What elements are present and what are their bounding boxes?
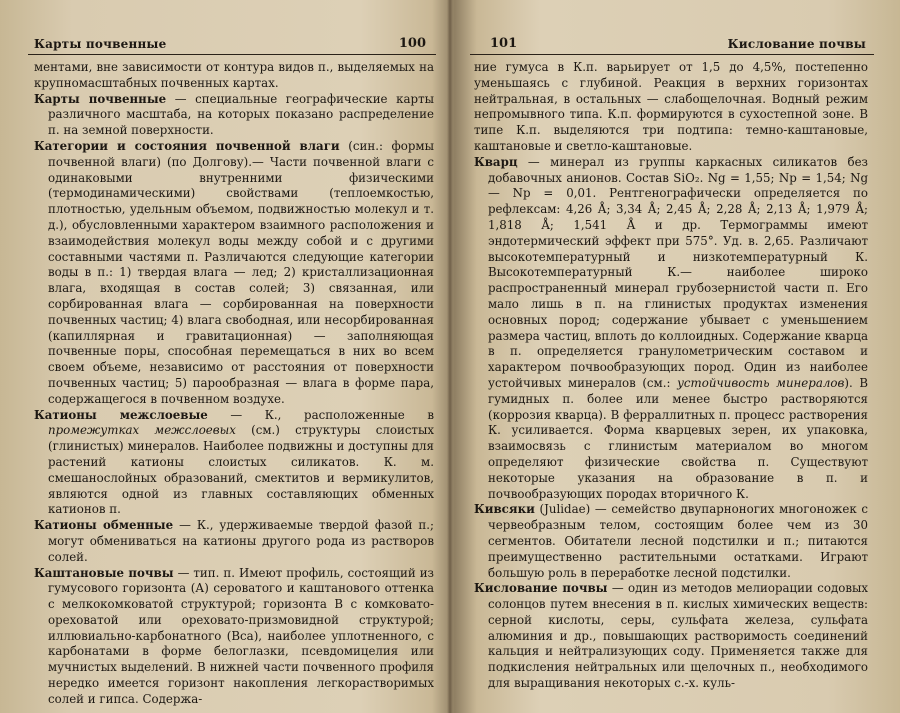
entry-term: Карты почвенные [34, 91, 167, 106]
entry-definition: — минерал из группы каркасных силикатов без добавочных анионов. Состав SiO₂. Ng = 1,55; Np = 1,54; Ng — Np = 0,01. Рентгенографически определяется по рефлексам: 4,26 Å; 3,34 Å; 2,45 Å; 2,28 Å; 2,13 Å; 1,979 Å; 1,818 Å; 1,541 Å и др. Термограммы имеют эндотермический эффект при 575°. Уд. в. 2,65. Различают высокотемпературный и низкотемпературный К. Высокотемпературный К.— наиболее широко распространенный минерал грубозернистой части п. Его мало лишь в п. на глинистых продуктах изменения основных пород; содержание убывает с уменьшением размера частиц, вплоть до коллоидных. Содержание кварца в п. определяется гранулометрическим составом и характером почвообразующих пород. Один из наиболее устойчивых минералов (см.: [488, 154, 868, 390]
entry-term: Кивсяки [474, 502, 535, 517]
dictionary-entry [34, 518, 434, 565]
entry-definition: (Julidae) — семейство двупарноногих многоножек с червеобразным телом, состоящим более чем из 30 сегментов. Обитатели лесной подстилки и п.; питаются преимущественно растительными остатками. Играют большую роль в переработке лесной подстилки. [488, 502, 868, 580]
left-running-title: Карты почвенные [34, 37, 167, 51]
entry-definition: — специальные географические карты различного масштаба, на которых показано распределение п. на земной поверхности. [48, 91, 435, 138]
right-page [470, 0, 874, 713]
entry-term: Категории и состояния почвенной влаги [34, 138, 340, 153]
dictionary-entry [34, 408, 434, 519]
entry-definition: — К., расположенные в [207, 407, 434, 422]
entry-term: Катионы обменные [34, 518, 174, 533]
dictionary-entry [474, 502, 868, 581]
cross-reference: устойчивость минералов [677, 375, 845, 390]
entry-definition: — тип. п. Имеют профиль, состоящий из гумусового горизонта (А) сероватого и каштанового оттенка с мелкокомковатой структурой; горизонта В с комковато-ореховатой или ореховато-призмовидной структурой; иллювиально-карбонатного (Bca), наиболее уплотненного, с карбонатами в форме белоглазки, псевдомицелия или мучнистых выделений. В нижней части почвенного профиля нередко имеется горизонт накопления легкорастворимых солей и гипса. Содержа- [48, 565, 434, 706]
entry-term: Каштановые почвы [34, 565, 174, 580]
dictionary-entry [474, 155, 868, 503]
left-page-number: 100 [398, 36, 426, 51]
cross-reference: промежутках межслоевых [48, 423, 236, 438]
entry-term: Катионы межслоевые [34, 407, 208, 422]
dictionary-entry [474, 581, 868, 692]
right-page-text [474, 60, 868, 692]
dictionary-entry [34, 139, 434, 408]
continuation-text: ние гумуса в К.п. варьирует от 1,5 до 4,5%, постепенно уменьшаясь с глубиной. Реакция в верхних горизонтах нейтральная, в остальных — слабощелочная. Водный режим непромывного типа. К.п. формируются в сухостепной зоне. В типе К.п. выделяются три подтипа: темно-каштановые, каштановые и светло-каштановые. [474, 60, 868, 153]
entry-definition-cont: ). В гумидных п. более или менее быстро растворяются (коррозия кварца). В ферраллитных п. процесс растворения К. усиливается. Форма кварцевых зерен, их упаковка, взаимосвязь с глинистым материалом во многом определяют физические свойства п. Существуют некоторые указания на образование в п. и почвообразующих породах вторичного К. [488, 375, 869, 501]
left-page-header [28, 30, 436, 55]
entry-term: Кислование почвы [474, 581, 608, 596]
right-page-number: 101 [490, 36, 518, 51]
entry-term: Кварц [474, 154, 518, 169]
entry-definition: (син.: формы почвенной влаги) (по Долгову).— Части почвенной влаги с одинаковыми внутренними физическими (термодинамическими) свойствами (теплоемкостью, плотностью, удельным объемом, подвижностью молекул и т. д.), обусловленными характером взаимного расположения и взаимодействия молекул воды между собой и с другими составными частями п. Различаются следующие категории воды в п.: 1) твердая влага — лед; 2) кристаллизационная влага, входящая в состав солей; 3) связанная, или сорбированная влага — сорбированная на поверхности почвенных частиц; 4) влага свободная, или несорбированная (капиллярная и гравитационная) — заполняющая почвенные поры, способная перемещаться в них во всем своем объеме, независимо от расстояния от поверхности почвенных частиц; 5) парообразная — влага в форме пара, содержащегося в почвенном воздухе. [48, 138, 434, 406]
left-page [28, 0, 436, 713]
right-running-title: Кислование почвы [727, 37, 866, 51]
right-page-header [470, 30, 874, 55]
dictionary-entry [34, 92, 434, 139]
entry-definition: — К., удерживаемые твердой фазой п.; могут обмениваться на катионы другого рода из растворов солей. [48, 518, 435, 564]
book-gutter [447, 0, 453, 713]
continuation-text: ментами, вне зависимости от контура видов п., выделяемых на крупномасштабных почвенных картах. [34, 60, 434, 90]
entry-definition-cont: (см.) структуры слоистых (глинистых) минералов. Наиболее подвижны и доступны для растений катионы слоистых силикатов. К. м. смешанослойных образований, смектитов и вермикулитов, являются одной из главных составляющих обменных катионов п. [48, 423, 434, 517]
entry-definition: — один из методов мелиорации содовых солонцов путем внесения в п. кислых химических веществ: серной кислоты, серы, сульфата железа, сульфата алюминия и др., повышающих растворимость соединений кальция и нейтрализующих соду. Применяется также для подкисления нейтральных или щелочных п., необходимого для выращивания некоторых с.-х. куль- [488, 581, 868, 691]
left-page-text [34, 60, 434, 708]
dictionary-entry [34, 566, 434, 708]
